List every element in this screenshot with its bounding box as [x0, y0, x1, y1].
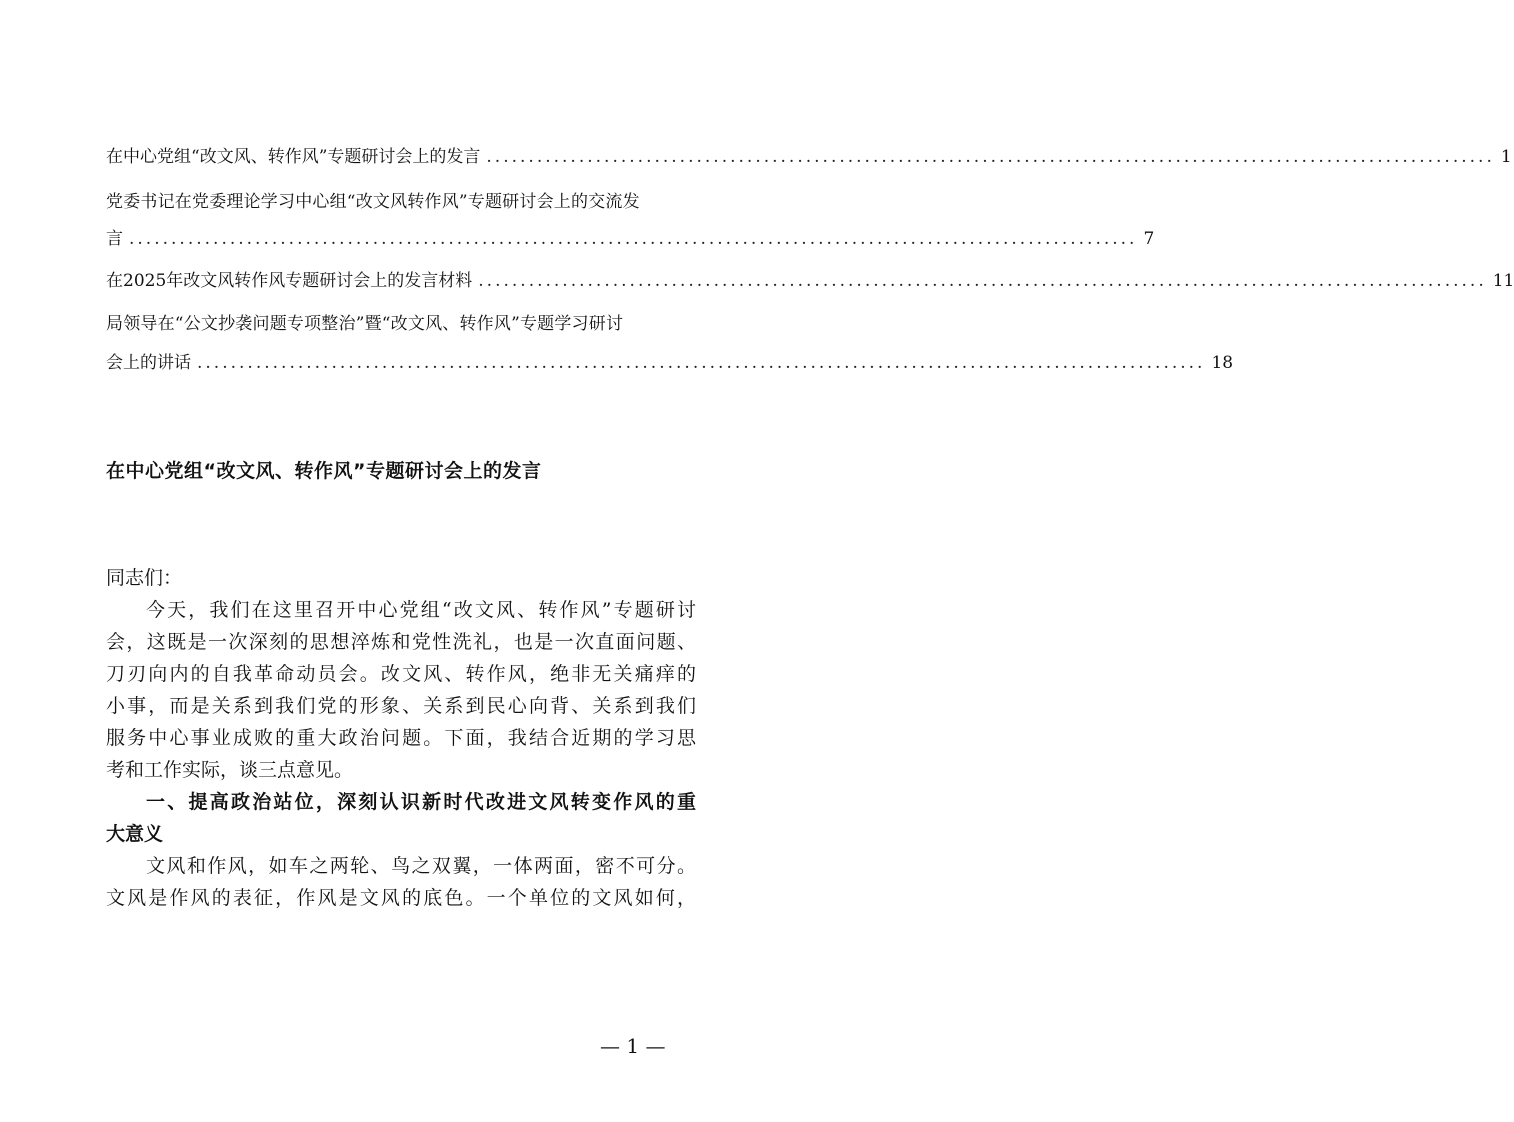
paragraph-line: 今天，我们在这里召开中心党组“改文风、转作风”专题研讨: [146, 599, 696, 621]
paragraph-line: 刀刃向内的自我革命动员会。改文风、转作风，绝非无关痛痒的: [106, 663, 696, 685]
toc-leader-dots: ........................................................................................................................: [478, 271, 1487, 291]
table-of-contents: [106, 145, 1514, 373]
toc-entry-page: 18: [1211, 353, 1234, 373]
paragraph-line: 文风是作风的表征，作风是文风的底色。一个单位的文风如何，: [106, 887, 696, 909]
paragraph-line: 文风和作风，如车之两轮、鸟之双翼，一体两面，密不可分。: [146, 855, 696, 877]
toc-entry[interactable]: [106, 145, 1512, 167]
page-number: — 1 —: [600, 1034, 666, 1058]
toc-entry-title-line2: 会上的讲话: [106, 353, 191, 373]
toc-entry-page: 11: [1492, 271, 1514, 291]
toc-leader-dots: ........................................................................................................................: [197, 353, 1206, 373]
salutation: 同志们：: [106, 567, 183, 589]
toc-entry-title-line1[interactable]: 局领导在“公文抄袭问题专项整治”暨“改文风、转作风”专题学习研讨: [106, 314, 624, 334]
toc-entry-page: 7: [1143, 229, 1155, 249]
toc-entry[interactable]: [106, 269, 1514, 291]
toc-entry-page: 1: [1500, 147, 1512, 167]
section-heading: 一、提高政治站位，深刻认识新时代改进文风转变作风的重: [146, 791, 696, 813]
section-heading: 大意义: [106, 823, 164, 845]
toc-entry-title: 在2025年改文风转作风专题研讨会上的发言材料: [106, 271, 473, 291]
paragraph-line: 小事，而是关系到我们党的形象、关系到民心向背、关系到我们: [106, 695, 696, 717]
toc-entry[interactable]: [106, 227, 1155, 249]
toc-leader-dots: ........................................................................................................................: [486, 147, 1495, 167]
paragraph-line: 会，这既是一次深刻的思想淬炼和党性洗礼，也是一次直面问题、: [106, 631, 696, 653]
toc-entry-title-line2: 言: [106, 229, 123, 249]
toc-entry-title-line1[interactable]: 党委书记在党委理论学习中心组“改文风转作风”专题研讨会上的交流发: [106, 192, 640, 212]
paragraph-line: 考和工作实际，谈三点意见。: [106, 759, 354, 781]
document-title: 在中心党组“改文风、转作风”专题研讨会上的发言: [106, 460, 542, 482]
toc-entry[interactable]: [106, 351, 1234, 373]
toc-entry-title: 在中心党组“改文风、转作风”专题研讨会上的发言: [106, 147, 481, 167]
document-body: [106, 562, 696, 914]
paragraph-line: 服务中心事业成败的重大政治问题。下面，我结合近期的学习思: [106, 727, 696, 749]
toc-leader-dots: ........................................................................................................................: [129, 229, 1138, 249]
